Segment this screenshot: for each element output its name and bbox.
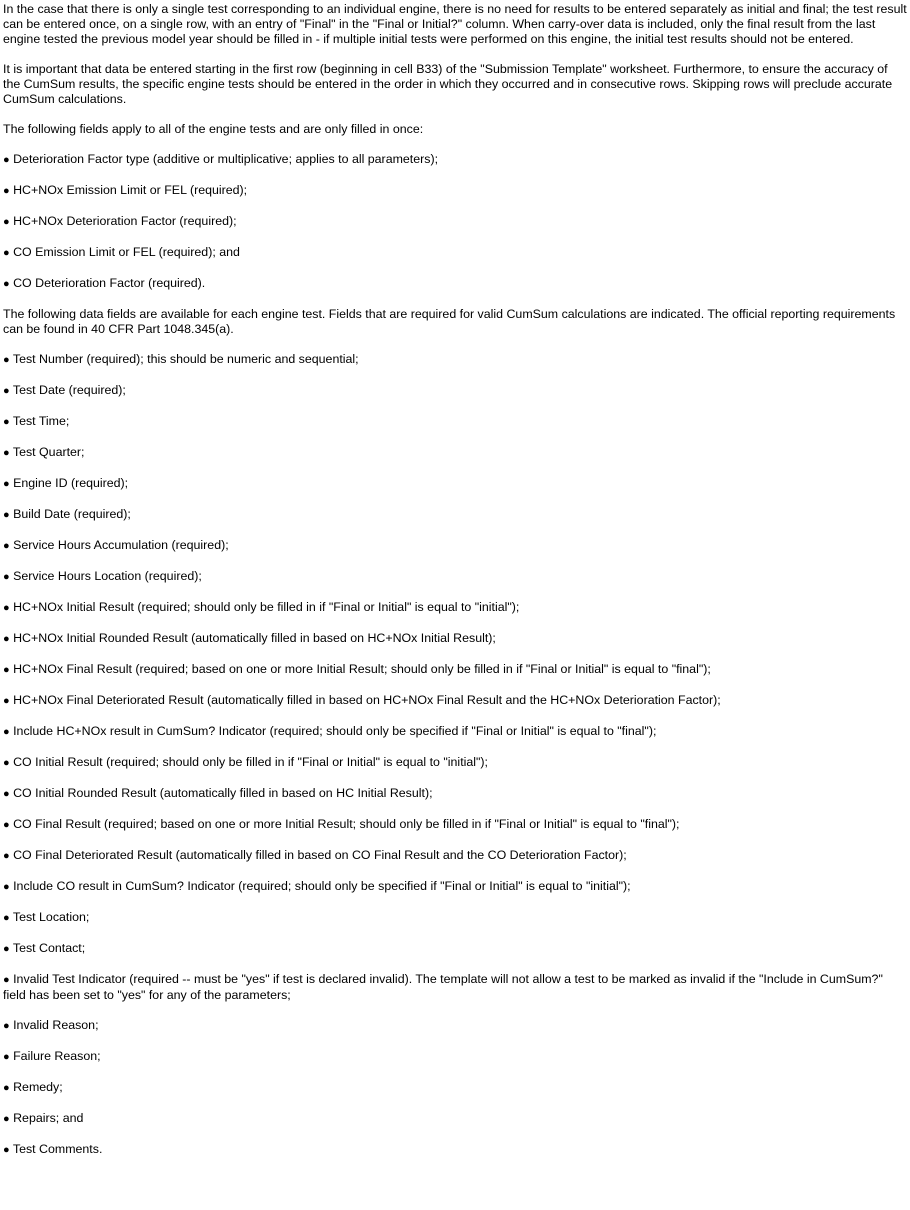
global-fields-list (3, 152, 907, 307)
field-description: Build Date (required); (13, 507, 131, 521)
bullet-icon: ● (3, 850, 10, 862)
field-description: HC+NOx Final Result (required; based on one or more Initial Result; should only be filled in if "Final or Initial" is equal to "final"); (13, 662, 711, 676)
test-field-item (3, 662, 907, 678)
test-field-item (3, 507, 907, 523)
bullet-icon: ● (3, 602, 10, 614)
spacer (3, 1065, 907, 1080)
bullet-icon: ● (3, 788, 10, 800)
field-description: Test Date (required); (12, 383, 126, 397)
paragraph-per-test-intro: The following data fields are available for each engine test. Fields that are required for valid CumSum calculations are indicated. The official reporting requirements can be found in 40 CFR Part 1048.345(a). (3, 307, 896, 336)
spacer (3, 957, 907, 972)
spacer (3, 709, 907, 724)
test-field-item (3, 445, 907, 461)
test-field-item (3, 600, 907, 616)
bullet-icon: ● (3, 447, 10, 459)
field-description: HC+NOx Initial Rounded Result (automatically filled in based on HC+NOx Initial Result); (13, 631, 496, 645)
spacer (3, 230, 907, 245)
field-description: CO Initial Result (required; should only be filled in if "Final or Initial" is equal to "initial"); (13, 755, 488, 769)
bullet-icon: ● (3, 354, 10, 366)
global-field-item (3, 245, 907, 261)
field-description: Test Contact; (12, 941, 86, 955)
field-description: Invalid Reason; (13, 1018, 99, 1032)
bullet-icon: ● (3, 478, 10, 490)
test-field-item (3, 817, 907, 833)
global-field-item (3, 152, 907, 168)
test-field-item (3, 476, 907, 492)
test-field-item (3, 631, 907, 647)
bullet-icon: ● (3, 509, 10, 521)
spacer (3, 771, 907, 786)
bullet-icon: ● (3, 819, 10, 831)
bullet-icon: ● (3, 1082, 10, 1094)
field-description: Deterioration Factor type (additive or multiplicative; applies to all parameters); (13, 152, 439, 166)
spacer (3, 107, 907, 122)
spacer (3, 523, 907, 538)
spacer (3, 47, 907, 62)
field-description: Test Quarter; (12, 445, 85, 459)
bullet-icon: ● (3, 943, 10, 955)
field-description: HC+NOx Deterioration Factor (required); (13, 214, 237, 228)
test-field-item (3, 352, 907, 368)
spacer (3, 740, 907, 755)
spacer (3, 833, 907, 848)
field-description: Repairs; and (13, 1111, 84, 1125)
test-field-item (3, 1142, 907, 1158)
test-field-item (3, 910, 907, 926)
bullet-icon: ● (3, 881, 10, 893)
test-field-item (3, 538, 907, 554)
test-field-item (3, 1049, 907, 1065)
bullet-icon: ● (3, 1113, 10, 1125)
test-field-item (3, 972, 907, 1003)
test-field-item (3, 941, 907, 957)
bullet-icon: ● (3, 726, 10, 738)
test-field-item (3, 879, 907, 895)
spacer (3, 895, 907, 910)
spacer (3, 647, 907, 662)
test-field-item (3, 786, 907, 802)
bullet-icon: ● (3, 1051, 10, 1063)
bullet-icon: ● (3, 664, 10, 676)
spacer (3, 168, 907, 183)
spacer (3, 554, 907, 569)
bullet-icon: ● (3, 278, 10, 290)
field-description: Test Number (required); this should be numeric and sequential; (12, 352, 359, 366)
test-field-item (3, 724, 907, 740)
paragraph-single-test: In the case that there is only a single test corresponding to an individual engine, there is no need for results to be entered separately as initial and final; the test result can be entered once, on a single row, with an entry of "Final" in the "Final or Initial?" column. When carry-over data is included, only the final result from the last engine tested the previous model year should be filled in - if multiple initial tests were performed on this engine, the initial test results should not be entered. (3, 2, 907, 46)
spacer (3, 368, 907, 383)
bullet-icon: ● (3, 416, 10, 428)
field-description: CO Final Deteriorated Result (automatically filled in based on CO Final Result and the CO Deterioration Factor); (13, 848, 627, 862)
spacer (3, 616, 907, 631)
spacer (3, 137, 907, 152)
spacer (3, 926, 907, 941)
test-field-item (3, 1111, 907, 1127)
field-description: CO Final Result (required; based on one or more Initial Result; should only be filled in if "Final or Initial" is equal to "final"); (13, 817, 680, 831)
global-field-item (3, 214, 907, 230)
field-description: HC+NOx Initial Result (required; should only be filled in if "Final or Initial" is equal to "initial"); (13, 600, 520, 614)
test-field-item (3, 1080, 907, 1096)
instructions-document (3, 2, 907, 1173)
paragraph-data-entry-order: It is important that data be entered starting in the first row (beginning in cell B33) of the "Submission Template" worksheet. Furthermore, to ensure the accuracy of the CumSum results, the specific engine tests should be entered in the order in which they occurred and in consecutive rows. Skipping rows will preclude accurate CumSum calculations. (3, 62, 893, 106)
test-field-item (3, 569, 907, 585)
spacer (3, 678, 907, 693)
field-description: Test Location; (12, 910, 90, 924)
spacer (3, 1003, 907, 1018)
test-field-item (3, 1018, 907, 1034)
spacer (3, 399, 907, 414)
field-description: Test Time; (12, 414, 70, 428)
field-description: Failure Reason; (13, 1049, 101, 1063)
test-field-item (3, 693, 907, 709)
field-description: Test Comments. (12, 1142, 103, 1156)
field-description: Service Hours Accumulation (required); (13, 538, 229, 552)
test-field-item (3, 755, 907, 771)
test-field-item (3, 414, 907, 430)
field-description: HC+NOx Final Deteriorated Result (automatically filled in based on HC+NOx Final Result and the HC+NOx Deterioration Factor); (13, 693, 721, 707)
field-description: Engine ID (required); (13, 476, 129, 490)
bullet-icon: ● (3, 1144, 10, 1156)
per-test-fields-list (3, 352, 907, 1173)
test-field-item (3, 848, 907, 864)
field-description: Remedy; (13, 1080, 63, 1094)
test-field-item (3, 383, 907, 399)
global-field-item (3, 183, 907, 199)
field-description: CO Initial Rounded Result (automatically filled in based on HC Initial Result); (13, 786, 433, 800)
bullet-icon: ● (3, 385, 10, 397)
field-description: CO Emission Limit or FEL (required); and (13, 245, 240, 259)
field-description: CO Deterioration Factor (required). (13, 276, 206, 290)
field-description: Include HC+NOx result in CumSum? Indicator (required; should only be specified if "Final or Initial" is equal to "final"); (13, 724, 657, 738)
spacer (3, 461, 907, 476)
bullet-icon: ● (3, 154, 10, 166)
bullet-icon: ● (3, 1020, 10, 1032)
spacer (3, 492, 907, 507)
field-description: Include CO result in CumSum? Indicator (required; should only be specified if "Final or Initial" is equal to "initial"); (13, 879, 631, 893)
spacer (3, 430, 907, 445)
field-description: HC+NOx Emission Limit or FEL (required); (13, 183, 248, 197)
spacer (3, 864, 907, 879)
bullet-icon: ● (3, 185, 10, 197)
spacer (3, 1127, 907, 1142)
paragraph-global-fields-intro: The following fields apply to all of the engine tests and are only filled in once: (3, 122, 424, 136)
spacer (3, 802, 907, 817)
spacer (3, 1096, 907, 1111)
bullet-icon: ● (3, 540, 10, 552)
spacer (3, 292, 907, 307)
spacer (3, 1034, 907, 1049)
spacer (3, 1158, 907, 1173)
global-field-item (3, 276, 907, 292)
spacer (3, 261, 907, 276)
bullet-icon: ● (3, 216, 10, 228)
spacer (3, 199, 907, 214)
bullet-icon: ● (3, 912, 10, 924)
spacer (3, 585, 907, 600)
bullet-icon: ● (3, 757, 10, 769)
field-description: Service Hours Location (required); (13, 569, 202, 583)
bullet-icon: ● (3, 633, 10, 645)
bullet-icon: ● (3, 695, 10, 707)
bullet-icon: ● (3, 247, 10, 259)
field-description: Invalid Test Indicator (required -- must be "yes" if test is declared invalid). The template will not allow a test to be marked as invalid if the "Include in CumSum?" field has been set to "yes" for any of the parameters; (3, 972, 883, 1002)
bullet-icon: ● (3, 571, 10, 583)
bullet-icon: ● (3, 974, 10, 986)
spacer (3, 337, 907, 352)
